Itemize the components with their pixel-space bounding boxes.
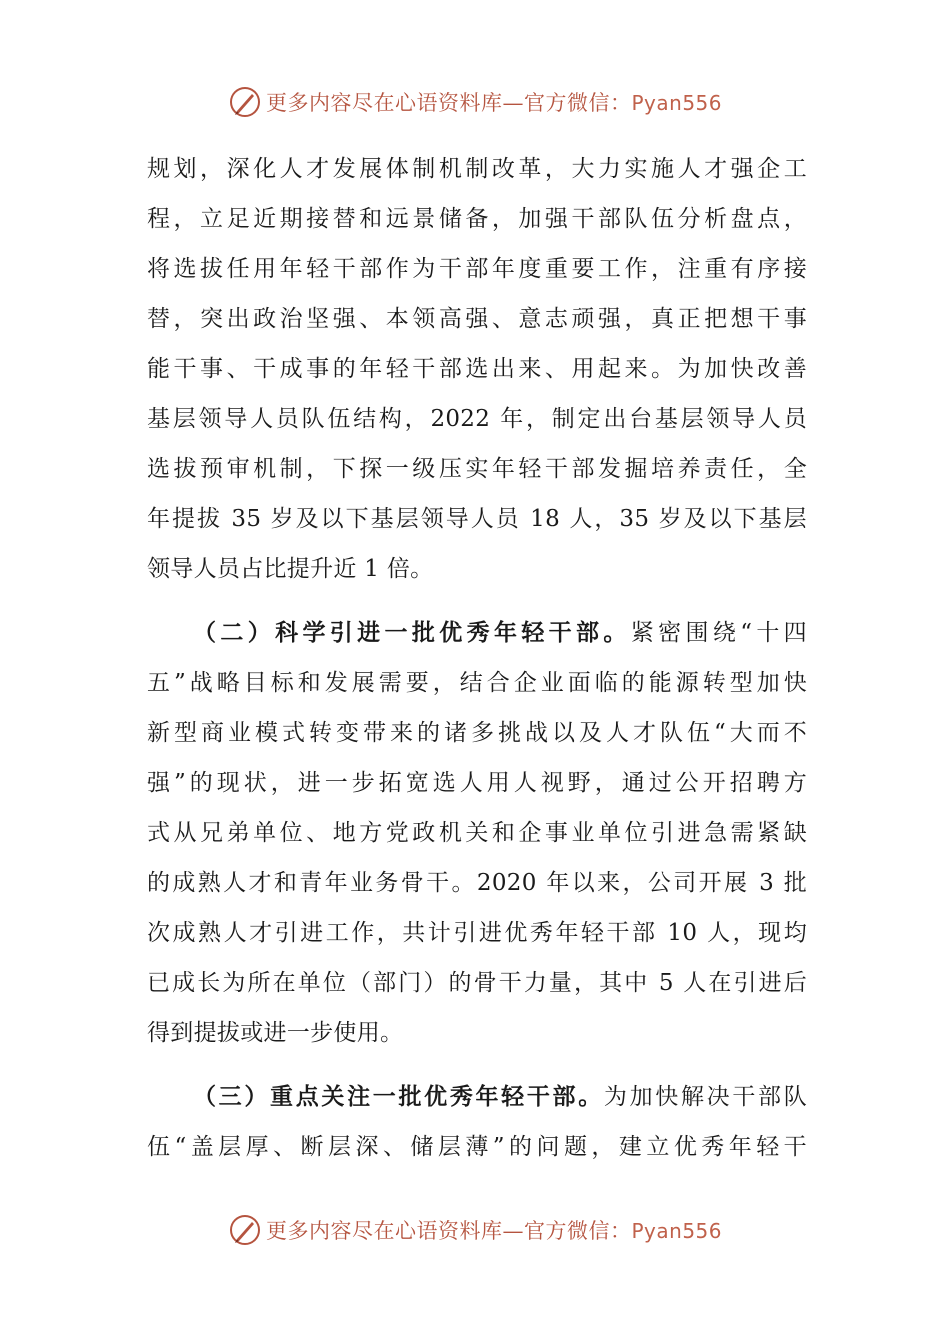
text-run: 紧密围绕“十四 [630,620,807,646]
text-line: 强”的现状，进一步拓宽选人用人视野，通过公开招聘方 [147,770,807,796]
text-line: 规划，深化人才发展体制机制改革，大力实施人才强企工 [147,156,807,182]
wechat-id: Pyan556 [631,91,722,115]
text-line: 领导人员占比提升近 1 倍。 [147,556,434,582]
quill-pen-icon [228,85,262,119]
text-line: 基层领导人员队伍结构，2022 年，制定出台基层领导人员 [147,406,807,432]
wechat-id: Pyan556 [631,1219,722,1243]
paragraph-2 [147,608,807,1058]
watermark-text: 更多内容尽在心语资料库—官方微信： [265,1219,632,1243]
section-heading: （三）重点关注一批优秀年轻干部。 [193,1084,604,1110]
watermark-text: 更多内容尽在心语资料库—官方微信： [265,91,632,115]
text-line: 已成长为所在单位（部门）的骨干力量，其中 5 人在引进后 [147,970,807,996]
section-first-line [147,1072,807,1122]
text-line: 得到提拔或进一步使用。 [147,1020,404,1046]
text-line: 新型商业模式转变带来的诸多挑战以及人才队伍“大而不 [147,720,807,746]
text-run: 为加快解决干部队 [603,1084,807,1110]
paragraph-1 [147,144,807,594]
text-line: 五”战略目标和发展需要，结合企业面临的能源转型加快 [147,670,807,696]
quill-pen-icon [228,1213,262,1247]
text-line: 次成熟人才引进工作，共计引进优秀年轻干部 10 人，现均 [147,920,807,946]
section-first-line [147,608,807,658]
document-body [147,144,807,1172]
text-line: 年提拔 35 岁及以下基层领导人员 18 人，35 岁及以下基层 [147,506,807,532]
text-line: 将选拔任用年轻干部作为干部年度重要工作，注重有序接 [147,256,807,282]
text-line: 程，立足近期接替和远景储备，加强干部队伍分析盘点， [147,206,807,232]
text-line: 能干事、干成事的年轻干部选出来、用起来。为加快改善 [147,356,807,382]
text-line: 选拔预审机制，下探一级压实年轻干部发掘培养责任，全 [147,456,807,482]
text-line: 的成熟人才和青年业务骨干。2020 年以来，公司开展 3 批 [147,870,807,896]
header-watermark [0,82,950,122]
section-heading: （二）科学引进一批优秀年轻干部。 [193,620,631,646]
text-line: 式从兄弟单位、地方党政机关和企事业单位引进急需紧缺 [147,820,807,846]
text-line: 伍“盖层厚、断层深、储层薄”的问题，建立优秀年轻干 [147,1134,807,1160]
text-line: 替，突出政治坚强、本领高强、意志顽强，真正把想干事 [147,306,807,332]
footer-watermark [0,1210,950,1250]
paragraph-3 [147,1072,807,1172]
